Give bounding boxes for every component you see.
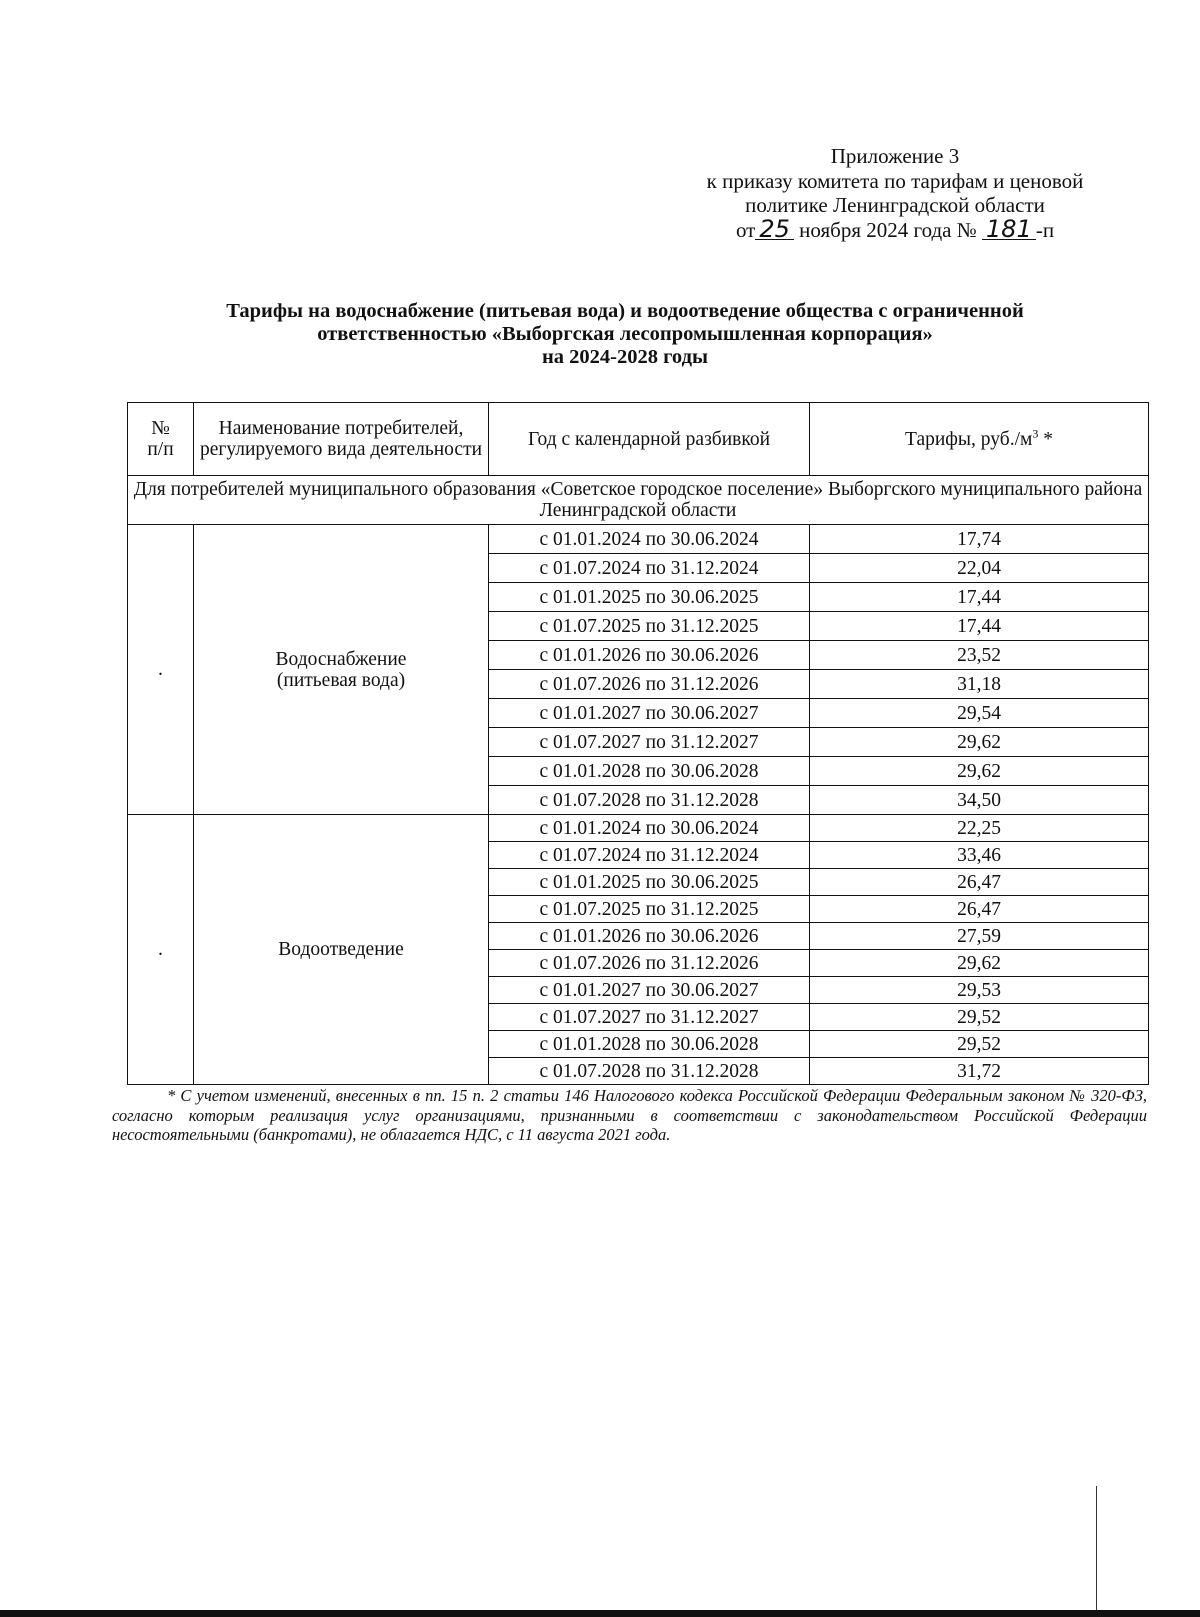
service-name-line-2: (питьевая вода) — [276, 669, 406, 691]
header-period: Год с календарной разбивкой — [489, 403, 810, 476]
title-line-1: Тарифы на водоснабжение (питьевая вода) и водоотведение общества с ограниченной — [226, 300, 1024, 322]
period-cell: с 01.01.2027 по 30.06.2027 — [489, 977, 810, 1004]
tariff-cell: 26,47 — [810, 896, 1149, 923]
scan-bottom-band — [0, 1610, 1200, 1617]
period-cell: с 01.01.2024 по 30.06.2024 — [489, 815, 810, 842]
period-cell: с 01.01.2025 по 30.06.2025 — [489, 869, 810, 896]
period-cell: с 01.07.2027 по 31.12.2027 — [489, 728, 810, 757]
order-number-suffix: -п — [1035, 217, 1055, 242]
period-cell: с 01.07.2028 по 31.12.2028 — [489, 786, 810, 815]
tariff-table — [127, 402, 1149, 1085]
period-cell: с 01.07.2028 по 31.12.2028 — [489, 1058, 810, 1085]
period-cell: с 01.07.2024 по 31.12.2024 — [489, 842, 810, 869]
footnote: * С учетом изменений, внесенных в пп. 15 п. 2 статьи 146 Налогового кодекса Российской Федерации Федеральным законом № 320-ФЗ, согласно которым реализация услуг организациями, признанными в соответствии с законодательством Российской Федерации несостоятельными (банкротами), не облагается НДС, с 11 августа 2021 года. — [112, 1086, 1147, 1144]
tariff-cell: 22,04 — [810, 554, 1149, 583]
period-cell: с 01.01.2025 по 30.06.2025 — [489, 583, 810, 612]
period-cell: с 01.01.2026 по 30.06.2026 — [489, 923, 810, 950]
tariff-cell: 29,52 — [810, 1031, 1149, 1058]
section-caption: Для потребителей муниципального образования «Советское городское поселение» Выборгского муниципального района Ленинградской области — [128, 476, 1149, 525]
tariff-cell: 29,52 — [810, 1004, 1149, 1031]
period-cell: с 01.07.2025 по 31.12.2025 — [489, 612, 810, 641]
header-tariff: Тарифы, $руб./м^3$ * — [810, 403, 1149, 476]
period-cell: с 01.01.2028 по 30.06.2028 — [489, 757, 810, 786]
tariff-cell: 27,59 — [810, 923, 1149, 950]
tariff-cell: 31,18 — [810, 670, 1149, 699]
tariff-cell: 29,53 — [810, 977, 1149, 1004]
tariff-cell: 22,25 — [810, 815, 1149, 842]
period-cell: с 01.01.2026 по 30.06.2026 — [489, 641, 810, 670]
title-line-3: на 2024-2028 годы — [542, 346, 708, 368]
table-header-row — [128, 403, 1149, 476]
tariff-cell: 34,50 — [810, 786, 1149, 815]
order-day-handwritten: 25 — [755, 219, 794, 240]
period-cell: с 01.01.2027 по 30.06.2027 — [489, 699, 810, 728]
period-cell: с 01.07.2027 по 31.12.2027 — [489, 1004, 810, 1031]
tariff-cell: 17,74 — [810, 525, 1149, 554]
header-name: Наименование потребителей, регулируемого вида деятельности — [194, 403, 489, 476]
appendix-line-1: Приложение 3 — [830, 144, 960, 168]
period-cell: с 01.07.2024 по 31.12.2024 — [489, 554, 810, 583]
document-title — [120, 300, 1130, 369]
table-row — [128, 525, 1149, 554]
tariff-cell: 17,44 — [810, 583, 1149, 612]
tariff-cell: 29,54 — [810, 699, 1149, 728]
period-cell: с 01.01.2024 по 30.06.2024 — [489, 525, 810, 554]
section-row — [128, 476, 1149, 525]
tariff-cell: 33,46 — [810, 842, 1149, 869]
tariff-cell: 17,44 — [810, 612, 1149, 641]
order-date-mid: ноября 2024 года № — [793, 217, 983, 242]
appendix-line-3: политике Ленинградской области — [745, 193, 1045, 217]
header-num: № п/п — [128, 403, 194, 476]
tariff-cell: 29,62 — [810, 950, 1149, 977]
tariff-cell: 26,47 — [810, 869, 1149, 896]
appendix-line-2: к приказу комитета по тарифам и ценовой — [706, 168, 1084, 193]
order-number-handwritten: 181 — [982, 219, 1036, 240]
service-name-line-1: Водоснабжение — [275, 648, 407, 670]
tariff-cell: 31,72 — [810, 1058, 1149, 1085]
table-row — [128, 815, 1149, 842]
group-number: . — [128, 525, 194, 815]
appendix-line-4 — [640, 214, 1150, 243]
group-number: . — [128, 815, 194, 1085]
tariff-cell: 29,62 — [810, 728, 1149, 757]
period-cell: с 01.01.2028 по 30.06.2028 — [489, 1031, 810, 1058]
order-date-prefix: от — [735, 217, 756, 242]
appendix-header — [640, 144, 1150, 242]
service-name-line-1: Водоотведение — [278, 939, 404, 960]
tariff-cell: 23,52 — [810, 641, 1149, 670]
service-name — [194, 525, 489, 815]
service-name — [194, 815, 489, 1085]
period-cell: с 01.07.2025 по 31.12.2025 — [489, 896, 810, 923]
tariff-cell: 29,62 — [810, 757, 1149, 786]
title-line-2: ответственностью «Выборгская лесопромышленная корпорация» — [317, 323, 933, 345]
period-cell: с 01.07.2026 по 31.12.2026 — [489, 950, 810, 977]
scan-margin-line — [1096, 1486, 1097, 1611]
period-cell: с 01.07.2026 по 31.12.2026 — [489, 670, 810, 699]
